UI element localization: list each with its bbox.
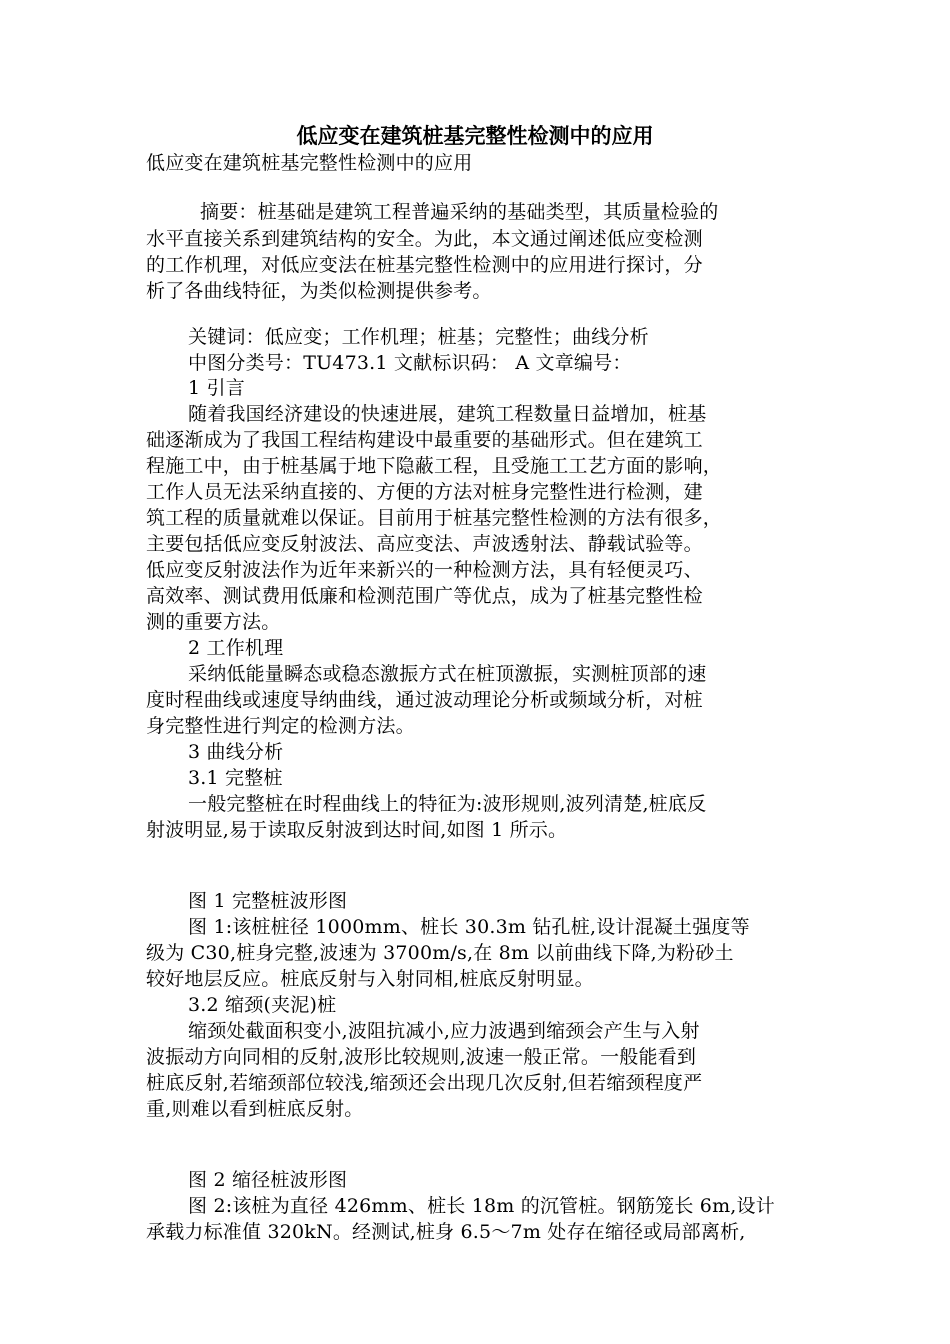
paragraph-line: 筑工程的质量就难以保证。目前用于桩基完整性检测的方法有很多， [146, 507, 723, 529]
paragraph-line: 主要包括低应变反射波法、高应变法、声波透射法、静载试验等。 [146, 533, 703, 555]
paragraph-line: 图 1:该桩桩径 1000mm、桩长 30.3m 钻孔桩,设计混凝土强度等 [188, 916, 750, 938]
paragraph-line: 础逐渐成为了我国工程结构建设中最重要的基础形式。但在建筑工 [146, 429, 703, 451]
paragraph-line: 缩颈处截面积变小,波阻抗减小,应力波遇到缩颈会产生与入射 [188, 1020, 700, 1042]
paragraph-line: 工作人员无法采纳直接的、方便的方法对桩身完整性进行检测，建 [146, 481, 703, 503]
paragraph-line: 随着我国经济建设的快速进展，建筑工程数量日益增加，桩基 [188, 403, 707, 425]
document-title: 低应变在建筑桩基完整性检测中的应用 [296, 123, 654, 148]
paragraph-line: 较好地层反应。桩底反射与入射同相,桩底反射明显。 [146, 968, 594, 990]
abstract-line: 水平直接关系到建筑结构的安全。为此，本文通过阐述低应变检测 [146, 228, 703, 250]
paragraph-line: 级为 C30,桩身完整,波速为 3700m/s,在 8m 以前曲线下降,为粉砂土 [146, 942, 734, 964]
subsection-heading: 3.2 缩颈(夹泥)桩 [188, 994, 337, 1016]
subsection-heading: 3.1 完整桩 [188, 767, 283, 789]
paragraph-line: 低应变反射波法作为近年来新兴的一种检测方法，具有轻便灵巧、 [146, 559, 703, 581]
paragraph-line: 程施工中，由于桩基属于地下隐蔽工程，且受施工工艺方面的影响， [146, 455, 723, 477]
paragraph-line: 图 2:该桩为直径 426mm、桩长 18m 的沉管桩。钢筋笼长 6m,设计 [188, 1195, 775, 1217]
paragraph-line: 承载力标准值 320kN。经测试,桩身 6.5～7m 处存在缩径或局部离析, [146, 1221, 746, 1243]
paragraph-line: 采纳低能量瞬态或稳态激振方式在桩顶激振，实测桩顶部的速 [188, 663, 707, 685]
paragraph-line: 测的重要方法。 [146, 611, 281, 633]
paragraph-line: 射波明显,易于读取反射波到达时间,如图 1 所示。 [146, 819, 568, 841]
paragraph-line: 高效率、测试费用低廉和检测范围广等优点，成为了桩基完整性检 [146, 585, 703, 607]
paragraph-line: 波振动方向同相的反射,波形比较规则,波速一般正常。一般能看到 [146, 1046, 697, 1068]
paragraph-line: 身完整性进行判定的检测方法。 [146, 715, 415, 737]
paragraph-line: 一般完整桩在时程曲线上的特征为:波形规则,波列清楚,桩底反 [188, 793, 707, 815]
figure-caption: 图 1 完整桩波形图 [188, 890, 348, 912]
abstract-line: 的工作机理，对低应变法在桩基完整性检测中的应用进行探讨，分 [146, 254, 703, 276]
figure-caption: 图 2 缩径桩波形图 [188, 1169, 348, 1191]
paragraph-line: 重,则难以看到桩底反射。 [146, 1098, 364, 1120]
classification-line: 中图分类号：TU473.1 文献标识码： A 文章编号： [188, 352, 632, 374]
section-heading: 1 引言 [188, 377, 245, 399]
section-heading: 3 曲线分析 [188, 741, 284, 763]
paragraph-line: 桩底反射,若缩颈部位较浅,缩颈还会出现几次反射,但若缩颈程度严 [146, 1072, 703, 1094]
abstract-line: 摘要：桩基础是建筑工程普遍采纳的基础类型，其质量检验的 [200, 201, 719, 223]
abstract-line: 析了各曲线特征，为类似检测提供参考。 [146, 280, 492, 302]
subtitle-line: 低应变在建筑桩基完整性检测中的应用 [146, 152, 473, 174]
section-heading: 2 工作机理 [188, 637, 284, 659]
paragraph-line: 度时程曲线或速度导纳曲线，通过波动理论分析或频域分析，对桩 [146, 689, 703, 711]
keywords-line: 关键词：低应变；工作机理；桩基；完整性；曲线分析 [188, 326, 649, 348]
